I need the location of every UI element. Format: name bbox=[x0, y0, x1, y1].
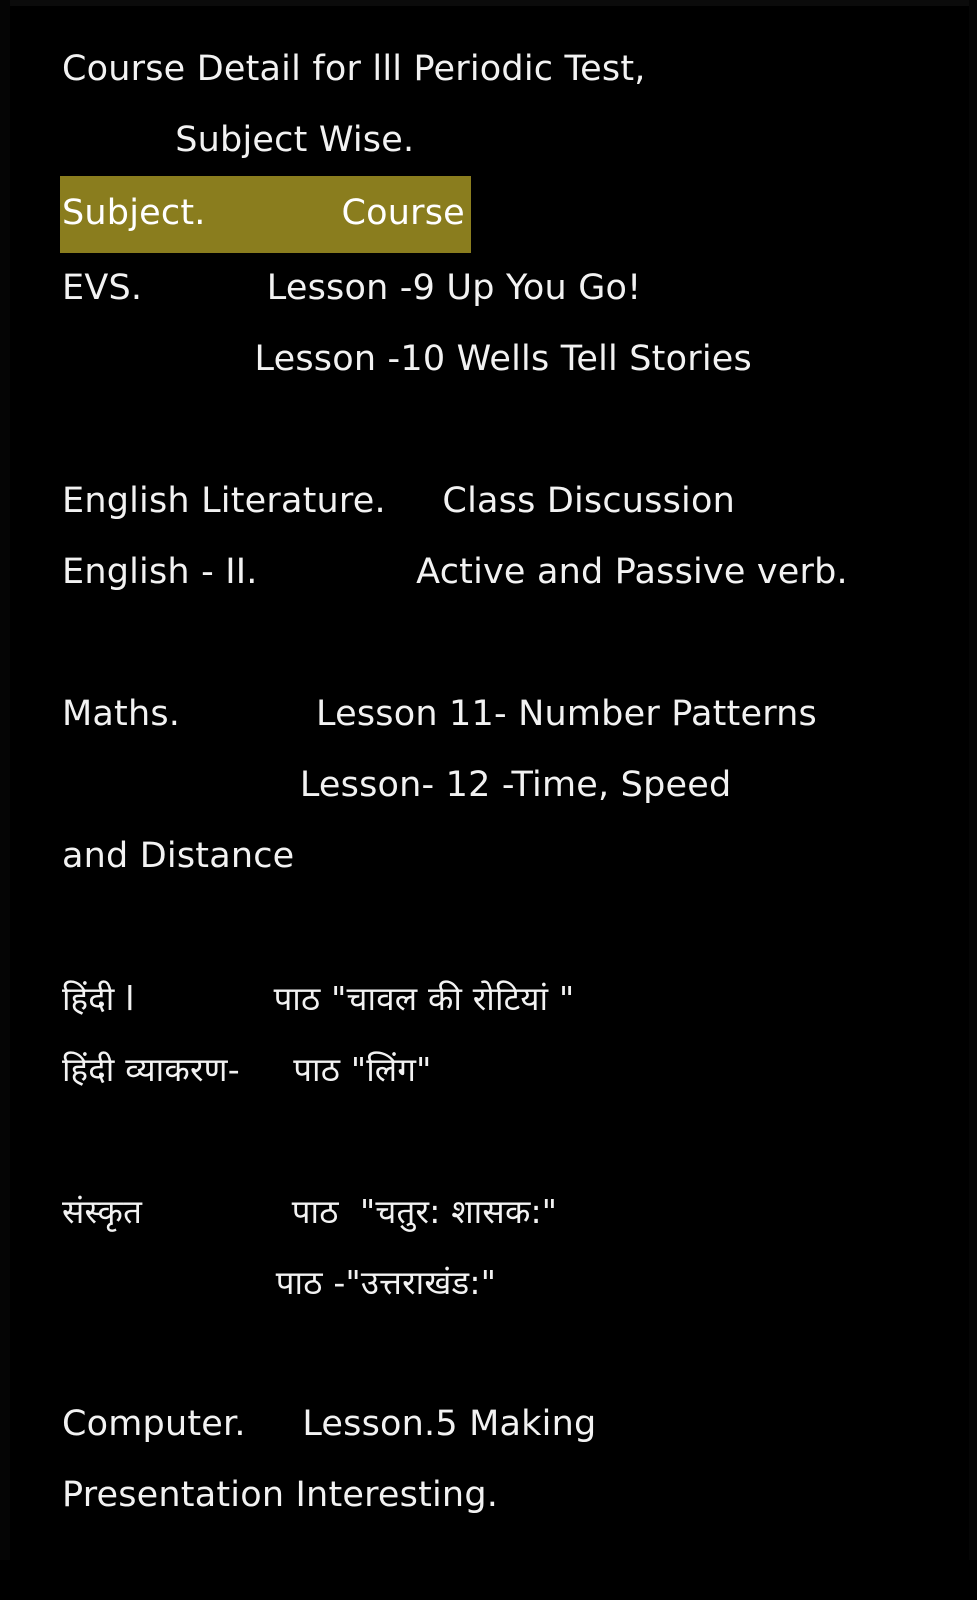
page-title-line-2: Subject Wise. bbox=[62, 120, 415, 160]
table-row: English Literature. Class Discussion bbox=[62, 481, 735, 521]
table-header-row bbox=[62, 176, 962, 253]
table-row: and Distance bbox=[62, 836, 295, 876]
row-spacer bbox=[62, 892, 962, 963]
course-rows bbox=[62, 253, 962, 1531]
row-spacer bbox=[62, 1105, 962, 1176]
table-row: Maths. Lesson 11- Number Patterns bbox=[62, 694, 817, 734]
top-edge-strip bbox=[0, 0, 977, 6]
row-spacer bbox=[62, 608, 962, 679]
right-edge-strip bbox=[969, 0, 977, 1600]
row-spacer bbox=[62, 1318, 962, 1389]
table-row: Lesson- 12 -Time, Speed bbox=[62, 765, 732, 805]
table-header-label: Subject. Course bbox=[60, 176, 471, 253]
table-row: Lesson -10 Wells Tell Stories bbox=[62, 339, 752, 379]
table-row: Presentation Interesting. bbox=[62, 1475, 499, 1515]
table-row: हिंदी l पाठ "चावल की रोटियां " bbox=[62, 979, 575, 1018]
table-row: Computer. Lesson.5 Making bbox=[62, 1404, 597, 1444]
document-content bbox=[62, 34, 962, 1531]
left-edge-strip bbox=[0, 0, 10, 1600]
table-row: English - II. Active and Passive verb. bbox=[62, 552, 848, 592]
page-title-line-1: Course Detail for lll Periodic Test, bbox=[62, 49, 646, 89]
table-row: हिंदी व्याकरण- पाठ "लिंग" bbox=[62, 1050, 432, 1089]
table-row: पाठ -"उत्तराखंड:" bbox=[62, 1263, 497, 1302]
row-spacer bbox=[62, 395, 962, 466]
bottom-edge-strip bbox=[0, 1560, 977, 1600]
table-row: EVS. Lesson -9 Up You Go! bbox=[62, 268, 642, 308]
table-row: संस्कृत पाठ "चतुर: शासक:" bbox=[62, 1192, 558, 1231]
